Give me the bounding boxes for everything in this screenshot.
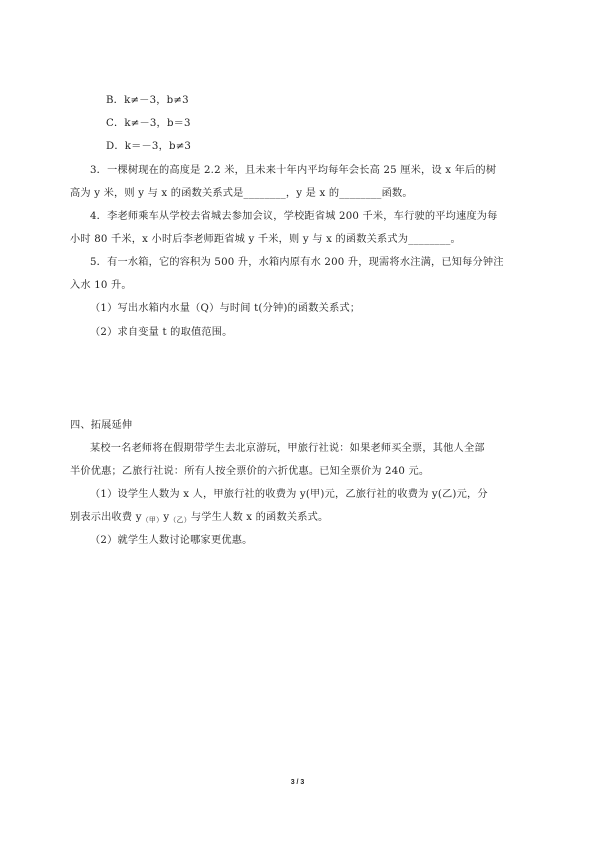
question-3-line1: 3．一棵树现在的高度是 2.2 米，且未来十年内平均每年会长高 25 厘米，设 x 年后的树 [90,165,497,176]
extension-para-line1: 某校一名老师将在假期带学生去北京游玩，甲旅行社说：如果老师买全票，其他人全部 [90,443,485,454]
option-d: D．k＝－3，b≠3 [106,141,192,152]
option-b: B．k≠－3，b≠3 [106,95,189,106]
subscript-yi: （乙） [169,516,191,524]
extension-part1-text-b: y [163,512,170,523]
question-5-line1: 5．有一水箱，它的容积为 500 升，水箱内原有水 200 升，现需将水注满，已知每分钟注 [90,257,504,268]
question-4-line1: 4．李老师乘车从学校去省城去参加会议，学校距省城 200 千米，车行驶的平均速度为每 [90,211,498,222]
extension-part1-line2 [70,511,328,525]
page-number: 3 / 3 [290,779,305,786]
subscript-jia: （甲） [141,516,164,524]
extension-part2: （2）就学生人数讨论哪家更优惠。 [90,535,253,546]
extension-para-line2: 半价优惠；乙旅行社说：所有人按全票价的六折优惠。已知全票价为 240 元。 [70,466,430,477]
question-5-line2: 入水 10 升。 [70,280,132,291]
extension-part1-line1: （1）设学生人数为 x 人，甲旅行社的收费为 y(甲)元，乙旅行社的收费为 y(乙)元，分 [90,489,488,500]
question-5-part2: （2）求自变量 t 的取值范围。 [90,327,233,338]
extension-part1-text-c: 与学生人数 x 的函数关系式。 [190,512,329,523]
question-5-part1: （1）写出水箱内水量（Q）与时间 t(分钟)的函数关系式； [90,303,361,314]
section-4-heading: 四、拓展延伸 [70,420,133,431]
option-c: C．k≠－3，b＝3 [106,118,191,129]
extension-part1-text-a: 别表示出收费 y [70,512,142,523]
question-3-line2: 高为 y 米，则 y 与 x 的函数关系式是________，y 是 x 的________函数。 [70,188,413,199]
question-4-line2: 小时 80 千米，x 小时后李老师距省城 y 千米，则 y 与 x 的函数关系式为________。 [70,234,461,245]
